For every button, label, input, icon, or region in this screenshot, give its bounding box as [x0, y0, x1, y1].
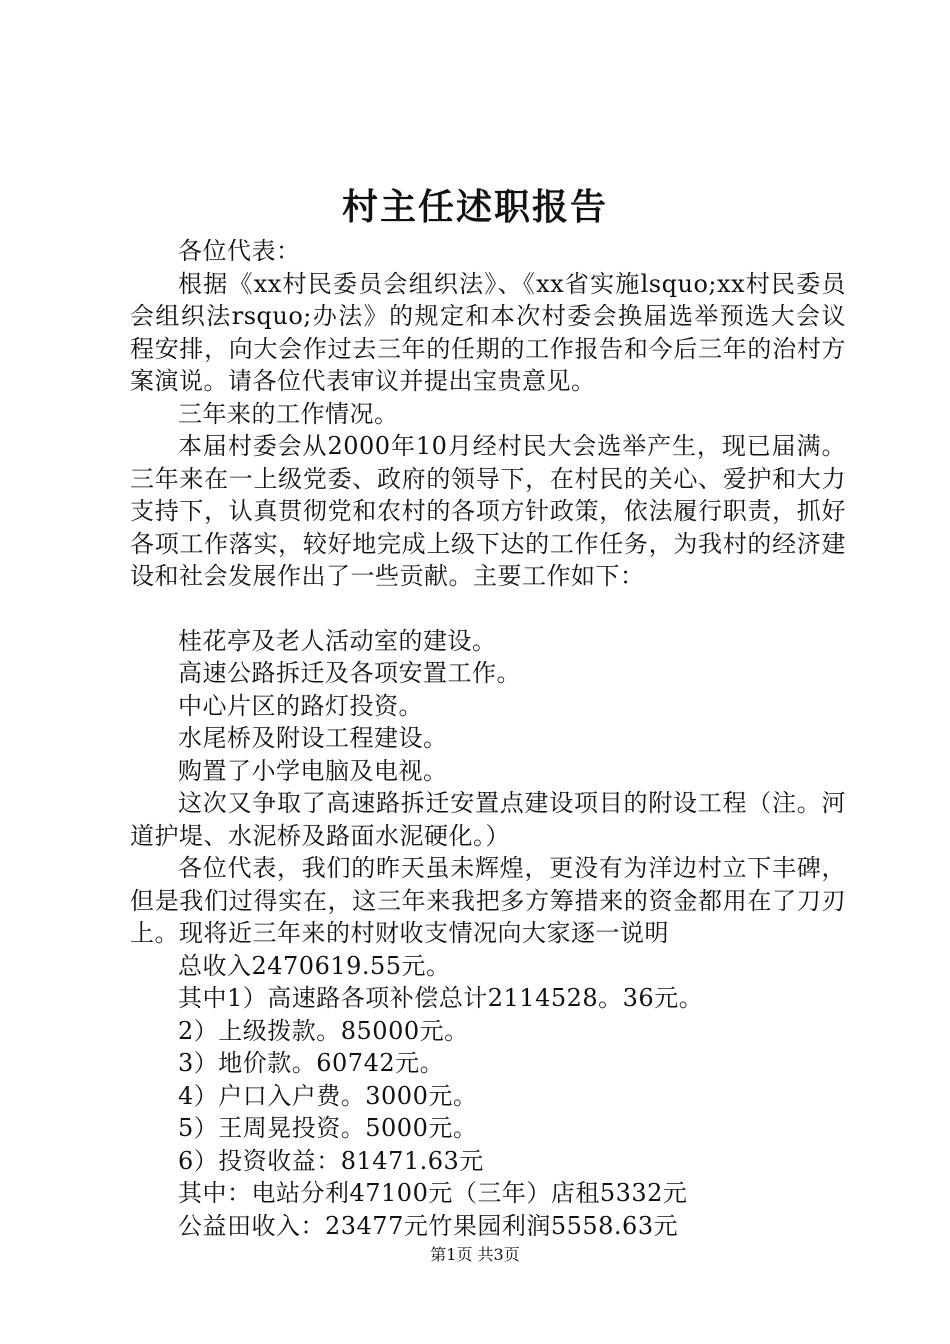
paragraph-section-heading: 三年来的工作情况。	[178, 399, 399, 428]
list-item: 高速公路拆迁及各项安置工作。	[178, 659, 521, 687]
paragraph-work-summary: 本届村委会从2000年10月经村民大会选举产生，现已届满。三年来在一上级党委、政府的领导下，在村民的关心、爱护和大力支持下，认真贯彻党和农村的各项方针政策，依法履行职责，抓好各项工作落实，较好地完成上级下达的工作任务，为我村的经济建设和社会发展作出了一些贡献。主要工作如下：	[130, 432, 846, 590]
finance-line: 总收入2470619.55元。	[178, 951, 451, 980]
finance-line: 2）上级拨款。85000元。	[178, 1016, 469, 1045]
finance-line: 5）王周晃投资。5000元。	[178, 1114, 478, 1142]
paragraph-salutation: 各位代表：	[178, 237, 301, 265]
list-item: 水尾桥及附设工程建设。	[178, 724, 448, 752]
paragraph-intro: 根据《xx村民委员会组织法》、《xx省实施lsquo;xx村民委员会组织法rsquo;办法》的规定和本次村委会换届选举预选大会议程安排，向大会作过去三年的任期的工作报告和今后三年的治村方案演说。请各位代表审议并提出宝贵意见。	[130, 269, 846, 395]
finance-line: 其中：电站分利47100元（三年）店租5332元	[178, 1179, 688, 1207]
finance-line: 其中1）高速路各项补偿总计2114528。36元。	[178, 984, 704, 1012]
document-body	[130, 235, 846, 1242]
finance-line: 6）投资收益：81471.63元	[178, 1146, 484, 1175]
document-title: 村主任述职报告	[341, 186, 608, 228]
page-number-footer: 第1页 共3页	[430, 1245, 520, 1264]
list-item: 中心片区的路灯投资。	[178, 691, 423, 720]
finance-line: 公益田收入：23477元竹果园利润5558.63元	[178, 1211, 679, 1240]
list-item: 这次又争取了高速路拆迁安置点建设项目的附设工程（注。河道护堤、水泥桥及路面水泥硬化。）	[130, 789, 846, 850]
finance-line: 3）地价款。60742元。	[178, 1049, 445, 1077]
list-item: 购置了小学电脑及电视。	[178, 756, 448, 785]
paragraph-finance-intro: 各位代表，我们的昨天虽未辉煌，更没有为洋边村立下丰碑，但是我们过得实在，这三年来我把多方筹措来的资金都用在了刀刃上。现将近三年来的村财收支情况向大家逐一说明	[130, 854, 846, 947]
finance-line: 4）户口入户费。3000元。	[178, 1081, 478, 1110]
list-item: 桂花亭及老人活动室的建设。	[178, 626, 497, 655]
